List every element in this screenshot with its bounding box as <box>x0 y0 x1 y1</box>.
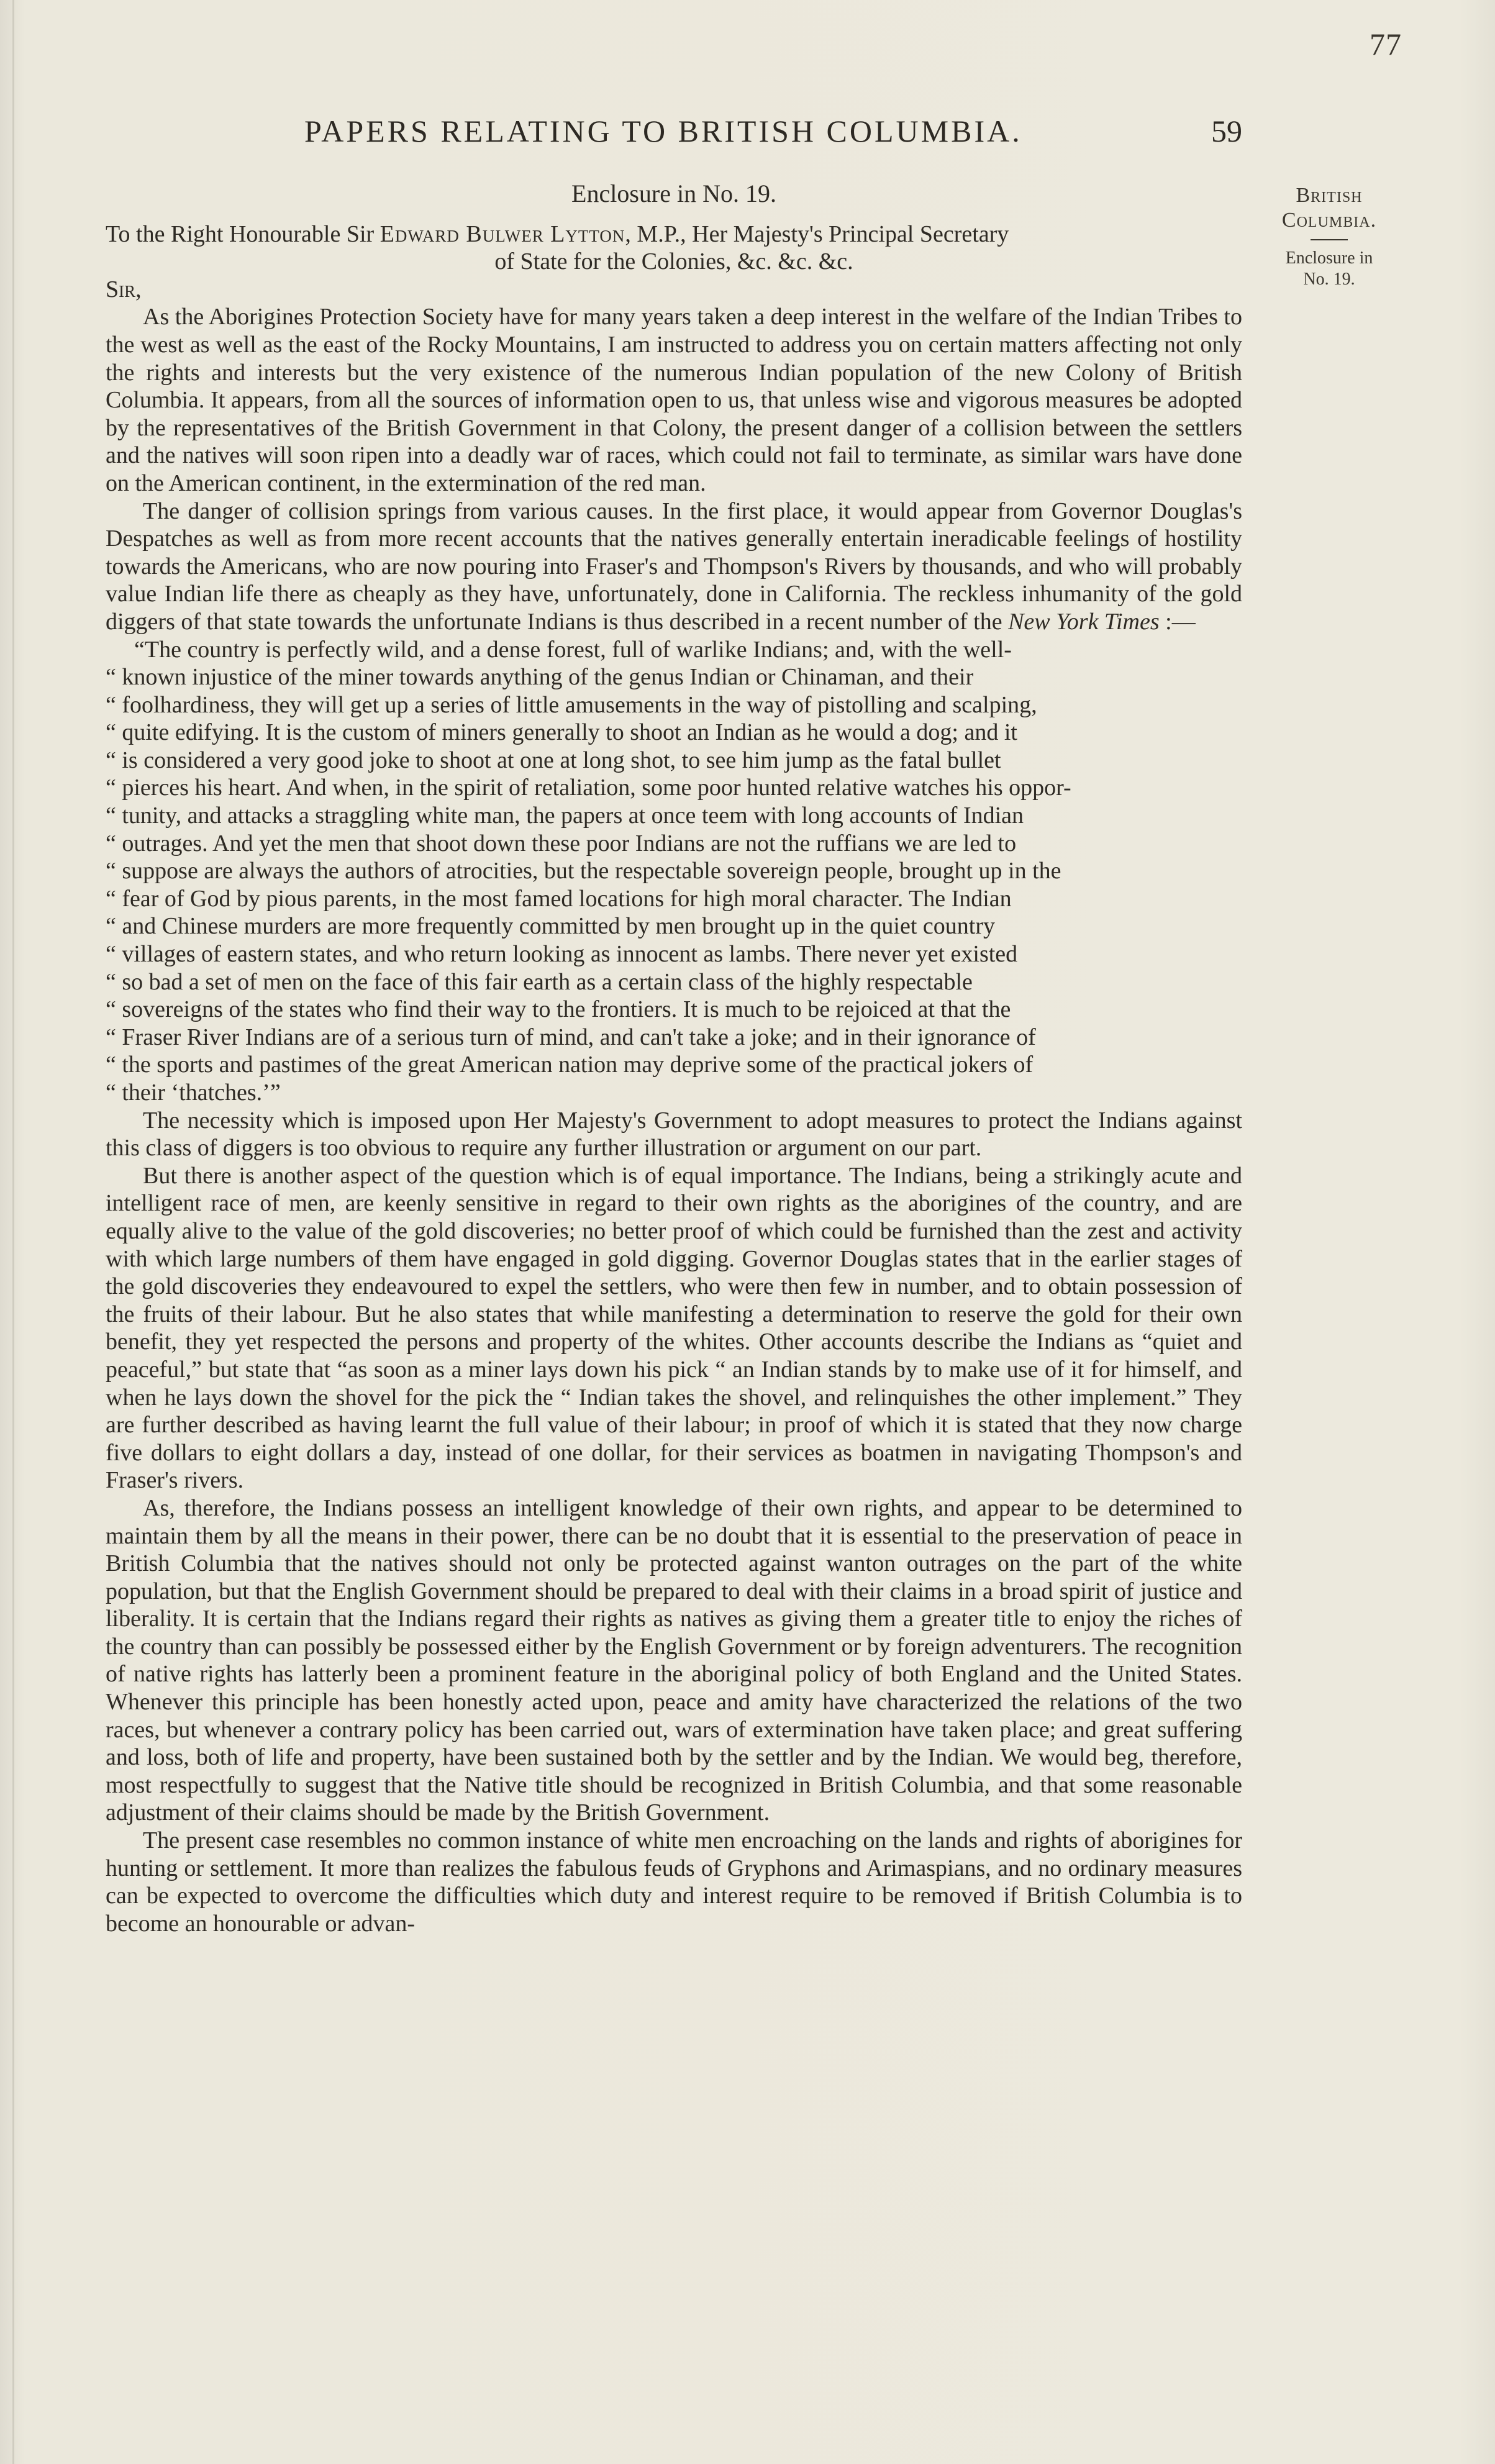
running-head-title: PAPERS RELATING TO BRITISH COLUMBIA. <box>304 114 1022 148</box>
quote-line: “ foolhardiness, they will get up a series of little amusements in the way of pistolling and scalping, <box>106 691 1037 718</box>
quote-line: “ tunity, and attacks a straggling white man, the papers at once teem with long accounts of Indian <box>106 802 1024 829</box>
salutation: Sir, <box>106 276 142 302</box>
quote-line: “The country is perfectly wild, and a dense forest, full of warlike Indians; and, with the well- <box>134 636 1012 663</box>
quote-line: “ is considered a very good joke to shoot at one at long shot, to see him jump as the fatal bullet <box>106 747 1001 773</box>
quote-line: “ so bad a set of men on the face of this fair earth as a certain class of the highly respectable <box>106 968 973 995</box>
quote-line: “ and Chinese murders are more frequently committed by men brought up in the quiet country <box>106 913 995 940</box>
paragraph-5: As, therefore, the Indians possess an intelligent knowledge of their own rights, and appear to be determined to maintain them by all the means in their power, there can be no doubt that it is essential to the preservation of peace in British Columbia that the natives should not only be protected against wanton outrages on the part of the white population, but that the English Government should be prepared to deal with their claims in a broad spirit of justice and liberality. It is certain that the Indians regard their rights as natives as giving them a greater title to enjoy the riches of the country than can possibly be possessed either by the English Government or by foreign adventurers. The recognition of native rights has latterly been a prominent feature in the aboriginal policy of both England and the United States. Whenever this principle has been honestly acted upon, peace and amity have characterized the relations of the two races, but whenever a contrary policy has been carried out, wars of extermination have taken place; and great suffering and loss, both of life and property, have been sustained both by the settler and by the Indian. We would beg, therefore, most respectfully to suggest that the Native title should be recognized in British Columbia, and that some reasonable adjustment of their claims should be made by the British Government. <box>106 1494 1242 1826</box>
margin-note <box>1267 183 1391 290</box>
paragraph-1: As the Aborigines Protection Society have for many years taken a deep interest in the welfare of the Indian Tribes to the west as well as the east of the Rocky Mountains, I am instructed to address you on certain matters affecting not only the rights and interests but the very existence of the numerous Indian population of the new Colony of British Columbia. It appears, from all the sources of information open to us, that unless wise and vigorous measures be adopted by the representatives of the British Government in that Colony, the present danger of a collision between the settlers and the natives will soon ripen into a deadly war of races, which could not fail to terminate, as similar wars have done on the American continent, in the extermination of the red man. <box>106 304 1242 496</box>
addressee-line-1 <box>106 220 1242 248</box>
margin-note-sub-line2: No. 19. <box>1303 270 1355 289</box>
margin-note-title-line2: Columbia. <box>1281 209 1377 232</box>
quotation-block <box>106 636 1242 1107</box>
running-head <box>106 113 1242 157</box>
running-head-page-number: 59 <box>1211 114 1242 148</box>
folio-number: 77 <box>1370 27 1402 61</box>
quote-line: “ outrages. And yet the men that shoot down these poor Indians are not the ruffians we are led to <box>106 830 1017 857</box>
quote-line: “ known injustice of the miner towards anything of the genus Indian or Chinaman, and their <box>106 664 974 691</box>
quote-line: “ suppose are always the authors of atrocities, but the respectable sovereign people, brought up in the <box>106 858 1061 884</box>
quote-line: “ the sports and pastimes of the great American nation may deprive some of the practical jokers of <box>106 1052 1034 1078</box>
quote-line: “ villages of eastern states, and who return looking as innocent as lambs. There never yet existed <box>106 941 1018 968</box>
addressee-block <box>106 220 1242 276</box>
paragraph-2-text: The danger of collision springs from various causes. In the first place, it would appear from Governor Douglas's Despatches as well as from more recent accounts that the natives generally entertain ineradicable feelings of hostility towards the Americans, who are now pouring into Fraser's and Thompson's Rivers by thousands, and who will probably value Indian life there as cheaply as they have, unfortunately, done in California. The reckless inhumanity of the gold diggers of that state towards the unfortunate Indians is thus described in a recent number of the <box>106 498 1242 635</box>
addressee-line-2: of State for the Colonies, &c. &c. &c. <box>494 248 853 275</box>
margin-note-title-line1: British <box>1296 184 1363 207</box>
enclosure-heading: Enclosure in No. 19. <box>571 180 776 207</box>
quote-line: “ sovereigns of the states who find their way to the frontiers. It is much to be rejoiced at that the <box>106 996 1011 1023</box>
quote-line: “ fear of God by pious parents, in the most famed locations for high moral character. The Indian <box>106 885 1012 912</box>
paragraph-4: But there is another aspect of the question which is of equal importance. The Indians, being a strikingly acute and intelligent race of men, are keenly sensitive in regard to their own rights as the aborigines of the country, and are equally alive to the value of the gold discoveries; no better proof of which could be furnished than the zest and activity with which large numbers of them have engaged in gold digging. Governor Douglas states that in the earlier stages of the gold discoveries they endeavoured to expel the settlers, who were then few in number, and to obtain possession of the fruits of their labour. But he also states that while manifesting a determination to reserve the gold for their own benefit, they yet respected the persons and property of the whites. Other accounts describe the Indians as “quiet and peaceful,” but state that “as soon as a miner lays down his pick “ an Indian stands by to make use of it for himself, and when he lays down the shovel for the pick the “ Indian takes the shovel, and relinquishes the other implement.” They are further described as having learnt the full value of their labour; in proof of which it is stated that they now charge five dollars to eight dollars a day, instead of one dollar, for their services as boatmen in navigating Thompson's and Fraser's rivers. <box>106 1162 1242 1494</box>
quote-line: “ Fraser River Indians are of a serious turn of mind, and can't take a joke; and in their ignorance of <box>106 1024 1036 1050</box>
body-column <box>106 180 1242 1937</box>
margin-note-rule <box>1311 239 1348 240</box>
margin-note-sub-line1: Enclosure in <box>1285 248 1373 268</box>
quote-line: “ their ‘thatches.’” <box>106 1080 281 1106</box>
paragraph-6: The present case resembles no common instance of white men encroaching on the lands and rights of aborigines for hunting or settlement. It more than realizes the fabulous feuds of Gryphons and Arimaspians, and no ordinary measures can be expected to overcome the difficulties which duty and interest require to be removed if British Columbia is to become an honourable or advan- <box>106 1827 1242 1937</box>
quote-line: “ quite edifying. It is the custom of miners generally to shoot an Indian as he would a dog; and it <box>106 719 1017 746</box>
paragraph-3: The necessity which is imposed upon Her Majesty's Government to adopt measures to protect the Indians against this class of diggers is too obvious to require any further illustration or argument on our part. <box>106 1107 1242 1162</box>
addressee-name: Edward Bulwer Lytton <box>379 220 625 247</box>
paragraph-2 <box>106 498 1242 636</box>
binding-edge <box>12 0 14 2464</box>
newspaper-name: New York Times <box>1008 608 1160 635</box>
addressee-prefix: To the Right Honourable Sir <box>106 220 380 247</box>
addressee-suffix: , M.P., Her Majesty's Principal Secretary <box>625 220 1009 247</box>
quote-line: “ pierces his heart. And when, in the spirit of retaliation, some poor hunted relative watches his oppor- <box>106 775 1071 801</box>
newspaper-suffix: :— <box>1159 608 1196 635</box>
